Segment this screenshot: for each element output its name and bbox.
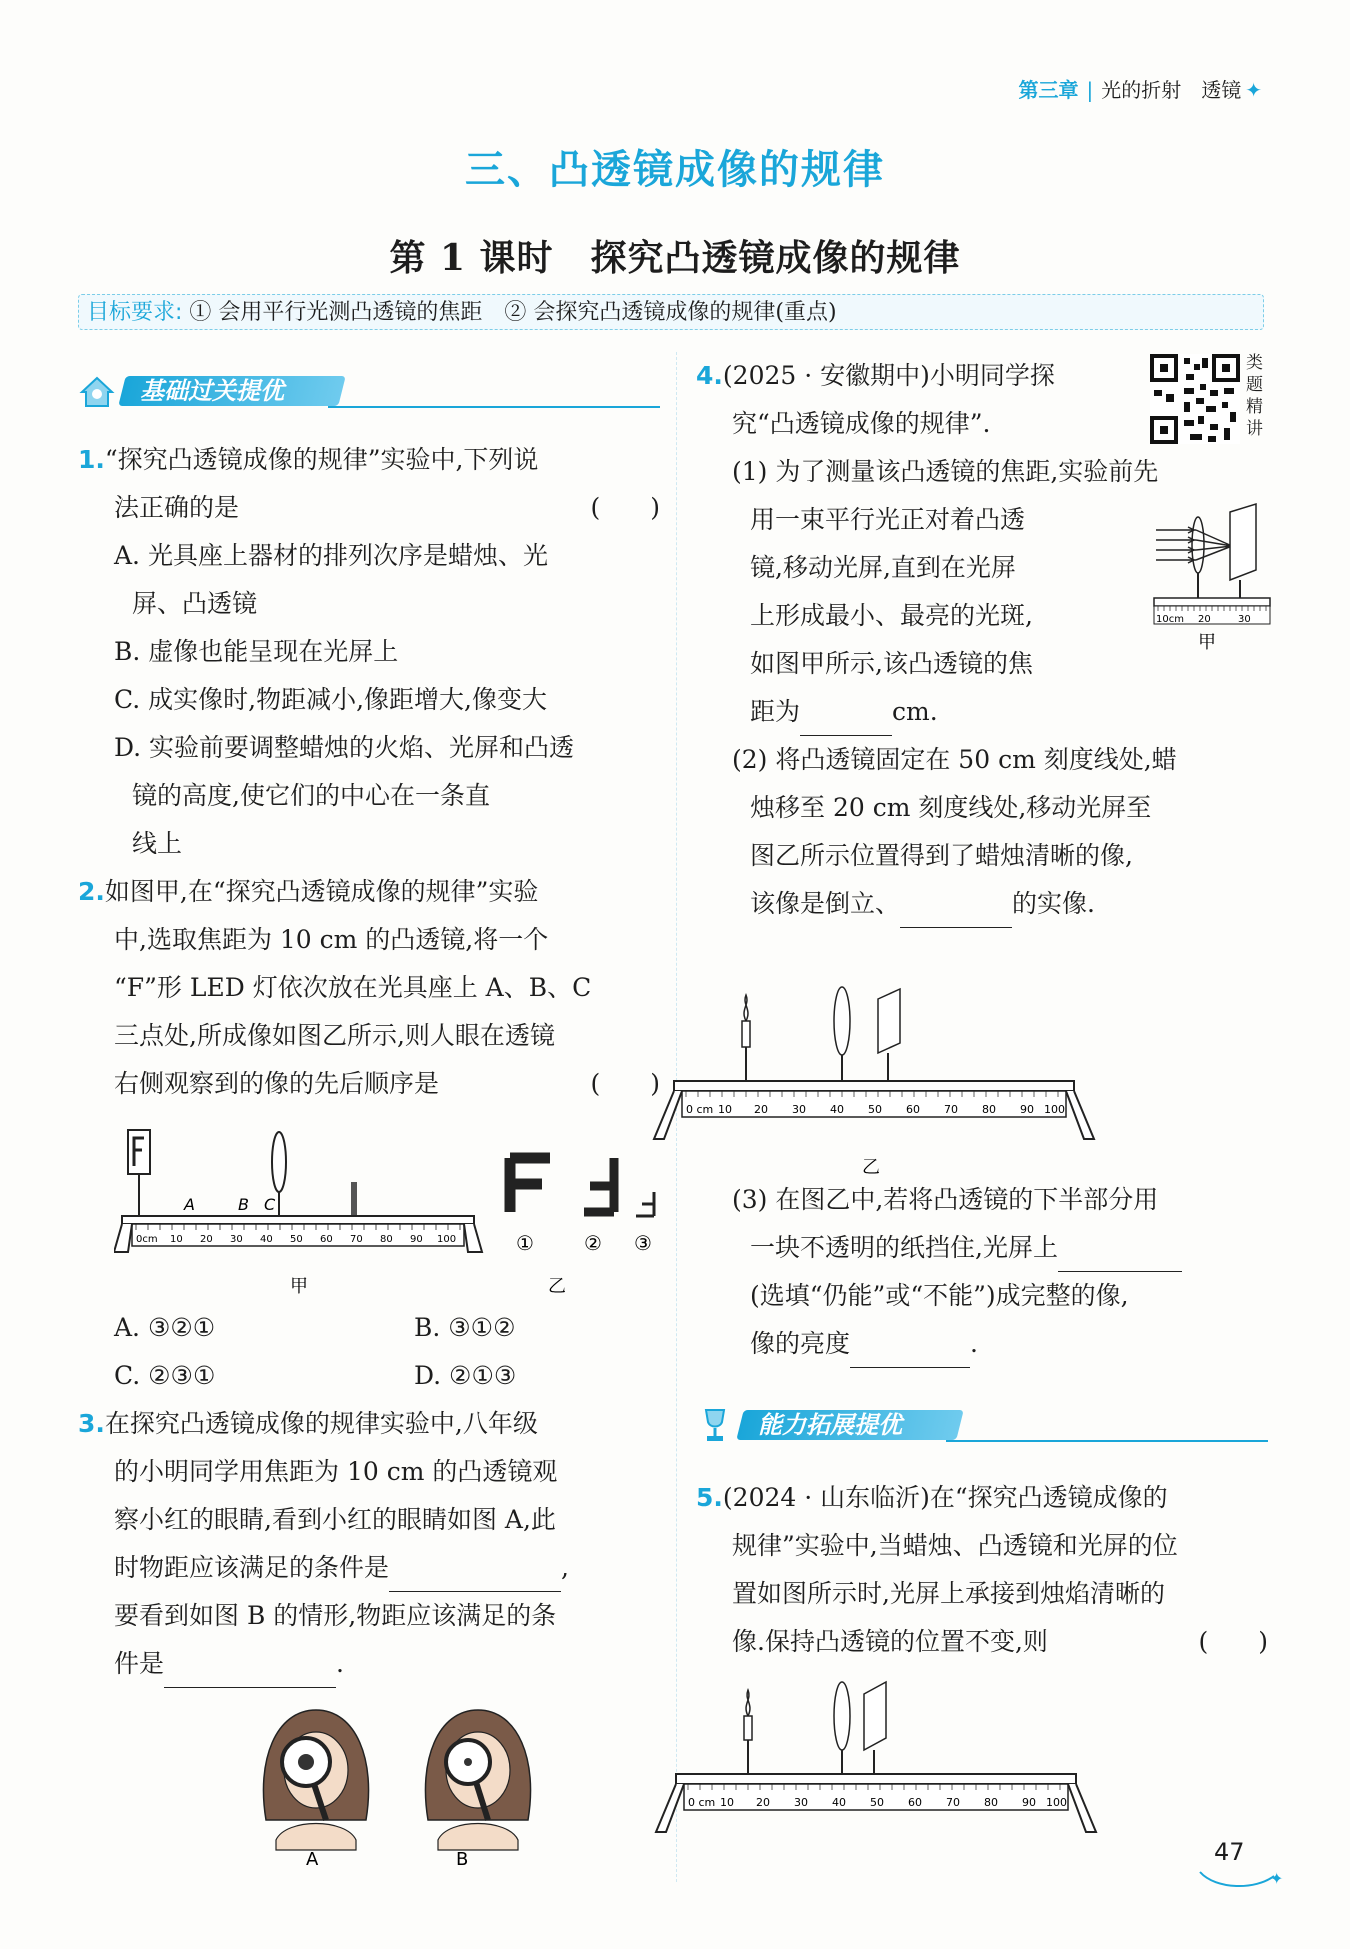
q1-option-a-cont: 屏、凸透镜: [132, 589, 258, 618]
question-2: [78, 868, 660, 1108]
tick-40: 40: [832, 1796, 846, 1809]
answer-blank[interactable]: [164, 1657, 336, 1688]
image-1-f: [510, 1158, 550, 1212]
q4-part2-line4-end: 的实像.: [1012, 889, 1095, 918]
light-screen: [878, 989, 900, 1053]
q3-line5: 要看到如图 B 的情形,物距应该满足的条: [114, 1601, 557, 1630]
q4-line2: 究“凸透镜成像的规律”.: [732, 409, 991, 438]
sparkle-icon: ✦: [1245, 78, 1262, 102]
point-a: A: [184, 1195, 195, 1214]
section-title: 三、凸透镜成像的规律: [465, 146, 885, 193]
tick-0: 0 cm: [686, 1103, 714, 1116]
header-chapter: 第三章: [1018, 78, 1079, 102]
tick-90: 90: [1020, 1103, 1034, 1116]
q4-part3: [696, 1176, 1268, 1368]
tick-50: 50: [290, 1234, 303, 1245]
light-screen: [864, 1682, 886, 1750]
tick-70: 70: [944, 1103, 958, 1116]
tick-30: 30: [794, 1796, 808, 1809]
q3-line3: 察小红的眼睛,看到小红的眼睛如图 A,此: [114, 1505, 556, 1534]
fig2-label: 乙: [862, 1157, 880, 1178]
q5-number: 5.: [696, 1483, 723, 1512]
question-1: [78, 436, 660, 868]
page-number: 47: [1214, 1838, 1245, 1866]
goal-text: ① 会用平行光测凸透镜的焦距 ② 会探究凸透镜成像的规律(重点): [189, 300, 837, 325]
q5-bench-figure: [636, 1676, 1116, 1856]
q4-line1: (2025 · 安徽期中)小明同学探: [722, 361, 1055, 390]
fig1-tick-30: 30: [1238, 614, 1251, 625]
qr-code[interactable]: [1150, 354, 1240, 444]
girl-figure-a: [263, 1710, 368, 1866]
tick-20: 20: [754, 1103, 768, 1116]
question-5: [696, 1474, 1268, 1666]
q4-bench-figure: [634, 985, 1114, 1183]
q4-part3-line4-end: .: [970, 1329, 978, 1358]
q3-line4: 时物距应该满足的条件是: [114, 1553, 390, 1582]
house-icon: [78, 372, 116, 410]
answer-blank[interactable]: [900, 897, 1012, 928]
light-screen: [1230, 504, 1256, 580]
point-b: B: [238, 1195, 249, 1214]
answer-blank[interactable]: [1058, 1241, 1182, 1272]
question-3: [78, 1400, 660, 1688]
tick-80: 80: [984, 1796, 998, 1809]
tick-60: 60: [908, 1796, 922, 1809]
tick-10: 10: [718, 1103, 732, 1116]
candle: [742, 1021, 750, 1047]
answer-paren: ( ): [1198, 1627, 1268, 1656]
q5-line3: 置如图所示时,光屏上承接到烛焰清晰的: [732, 1579, 1165, 1608]
qr-caption: 类题精讲: [1246, 353, 1263, 439]
tick-100: 100: [1044, 1103, 1065, 1116]
fig-label-a: A: [306, 1849, 319, 1866]
tick-10: 10: [720, 1796, 734, 1809]
tick-60: 60: [906, 1103, 920, 1116]
q4-part2-line1: (2) 将凸透镜固定在 50 cm 刻度线处,蜡: [732, 745, 1177, 774]
q1-option-c: C. 成实像时,物距减小,像距增大,像变大: [114, 685, 547, 714]
tick-20: 20: [200, 1234, 213, 1245]
q1-number: 1.: [78, 445, 105, 474]
tick-40: 40: [830, 1103, 844, 1116]
fig1-label: 甲: [1198, 632, 1216, 653]
q2-line2: 中,选取焦距为 10 cm 的凸透镜,将一个: [114, 925, 549, 954]
svg-text:✦: ✦: [1270, 1869, 1284, 1888]
parallel-light-rays: [1156, 527, 1232, 563]
tick-30: 30: [792, 1103, 806, 1116]
lesson-title: 第 1 课时 探究凸透镜成像的规律: [389, 237, 961, 279]
point-c: C: [264, 1195, 276, 1214]
tick-70: 70: [946, 1796, 960, 1809]
page-number-swoosh-icon: [1196, 1858, 1286, 1892]
tick-100: 100: [1046, 1796, 1067, 1809]
section-underline: [946, 1440, 1268, 1442]
tick-80: 80: [380, 1234, 393, 1245]
q4-focal-length-figure: [1152, 500, 1272, 696]
tick-80: 80: [982, 1103, 996, 1116]
image-3-f: [636, 1192, 654, 1216]
candle-flame: [744, 995, 748, 1021]
q4-part1-line4: 上形成最小、最亮的光斑,: [750, 601, 1033, 630]
q2-number: 2.: [78, 877, 105, 906]
section-header-extend: [696, 1406, 1268, 1444]
q4-part1-unit: cm.: [892, 697, 938, 726]
q4-part3-line3: (选填“仍能”或“不能”)成完整的像,: [750, 1281, 1129, 1310]
q3-line4-end: ,: [561, 1553, 569, 1582]
q4-part3-line2: 一块不透明的纸挡住,光屏上: [750, 1233, 1058, 1262]
convex-lens: [834, 987, 850, 1055]
section-header-basic: [78, 372, 660, 410]
q3-line6: 件是: [114, 1649, 165, 1678]
q2-option-d: D. ②①③: [414, 1361, 517, 1390]
q1-stem-line2: 法正确的是: [114, 493, 240, 522]
q2-line3: “F”形 LED 灯依次放在光具座上 A、B、C: [114, 973, 592, 1002]
q4-part2-line2: 烛移至 20 cm 刻度线处,移动光屏至: [750, 793, 1152, 822]
fig-label-yi: 乙: [548, 1276, 566, 1297]
convex-lens: [1192, 517, 1204, 573]
answer-paren: ( ): [590, 1069, 660, 1098]
q1-option-a: A. 光具座上器材的排列次序是蜡烛、光: [114, 541, 548, 570]
answer-blank[interactable]: [850, 1337, 970, 1368]
q1-option-b: B. 虚像也能呈现在光屏上: [114, 637, 399, 666]
q3-line6-end: .: [336, 1649, 344, 1678]
circle-3: ③: [634, 1231, 652, 1255]
fig1-tick-20: 20: [1198, 614, 1211, 625]
goal-box: [78, 294, 1264, 330]
tick-90: 90: [410, 1234, 423, 1245]
q1-option-d: D. 实验前要调整蜡烛的火焰、光屏和凸透: [114, 733, 575, 762]
q1-stem-line1: “探究凸透镜成像的规律”实验中,下列说: [104, 445, 539, 474]
circle-1: ①: [516, 1231, 534, 1255]
q3-number: 3.: [78, 1409, 105, 1438]
q4-number: 4.: [696, 361, 723, 390]
q2-option-c: C. ②③①: [114, 1361, 216, 1390]
q4-part1-line1: (1) 为了测量该凸透镜的焦距,实验前先: [732, 457, 1159, 486]
tick-60: 60: [320, 1234, 333, 1245]
answer-paren: ( ): [590, 493, 660, 522]
section-label-basic: 基础过关提优: [140, 377, 284, 405]
q2-optical-bench-figure: [114, 1120, 484, 1310]
tick-30: 30: [230, 1234, 243, 1245]
fig-label-b: B: [456, 1849, 469, 1866]
header-topic: 光的折射 透镜: [1101, 78, 1242, 102]
q4-part1-line5: 如图甲所示,该凸透镜的焦: [750, 649, 1033, 678]
tick-90: 90: [1022, 1796, 1036, 1809]
tick-0: 0 cm: [688, 1796, 716, 1809]
image-2-f: [584, 1158, 614, 1212]
q5-line2: 规律”实验中,当蜡烛、凸透镜和光屏的位: [732, 1531, 1178, 1560]
q5-line4: 像.保持凸透镜的位置不变,则: [732, 1627, 1048, 1656]
q2-option-a: A. ③②①: [114, 1313, 216, 1342]
q2-option-b: B. ③①②: [414, 1313, 516, 1342]
tick-40: 40: [260, 1234, 273, 1245]
q2-options: [114, 1304, 660, 1400]
convex-lens: [834, 1682, 850, 1750]
fig1-tick-10: 10cm: [1156, 614, 1184, 625]
q4-part3-line1: (3) 在图乙中,若将凸透镜的下半部分用: [732, 1185, 1159, 1214]
girl-figure-b: [425, 1710, 530, 1866]
q1-option-d-cont2: 线上: [132, 829, 183, 858]
lens: [272, 1132, 286, 1192]
running-header: [1018, 74, 1262, 103]
tick-50: 50: [870, 1796, 884, 1809]
section-underline: [328, 406, 660, 408]
q3-magnifier-figures: [246, 1700, 596, 1866]
q2-line5: 右侧观察到的像的先后顺序是: [114, 1069, 440, 1098]
q4-part2-line3: 图乙所示位置得到了蜡烛清晰的像,: [750, 841, 1133, 870]
tick-70: 70: [350, 1234, 363, 1245]
q5-line1: (2024 · 山东临沂)在“探究凸透镜成像的: [722, 1483, 1168, 1512]
screen-holder: [351, 1182, 357, 1216]
header-separator: |: [1086, 78, 1094, 102]
candle-flame: [746, 1690, 750, 1716]
answer-blank[interactable]: [800, 705, 892, 736]
tick-50: 50: [868, 1103, 882, 1116]
circle-2: ②: [584, 1231, 602, 1255]
tick-10: 10: [170, 1234, 183, 1245]
section-label-extend: 能力拓展提优: [758, 1411, 902, 1439]
q4-part1-line2: 用一束平行光正对着凸透: [750, 505, 1026, 534]
q4-part2-line4: 该像是倒立、: [750, 889, 901, 918]
q2-line1: 如图甲,在“探究凸透镜成像的规律”实验: [104, 877, 539, 906]
candle: [744, 1716, 752, 1740]
tick-100: 100: [437, 1234, 457, 1245]
q2-line4: 三点处,所成像如图乙所示,则人眼在透镜: [114, 1021, 555, 1050]
q4-part1-line3: 镜,移动光屏,直到在光屏: [750, 553, 1016, 582]
goal-label: 目标要求:: [87, 300, 183, 325]
trophy-icon: [696, 1406, 734, 1444]
q1-option-d-cont: 镜的高度,使它们的中心在一条直: [132, 781, 490, 810]
q4-part3-line4: 像的亮度: [750, 1329, 851, 1358]
answer-blank[interactable]: [389, 1561, 561, 1592]
tick-0: 0cm: [136, 1234, 158, 1245]
q4-part1-line6: 距为: [750, 697, 801, 726]
tick-20: 20: [756, 1796, 770, 1809]
fig-label-jia: 甲: [290, 1276, 308, 1297]
q3-line1: 在探究凸透镜成像的规律实验中,八年级: [104, 1409, 538, 1438]
q3-line2: 的小明同学用焦距为 10 cm 的凸透镜观: [114, 1457, 558, 1486]
